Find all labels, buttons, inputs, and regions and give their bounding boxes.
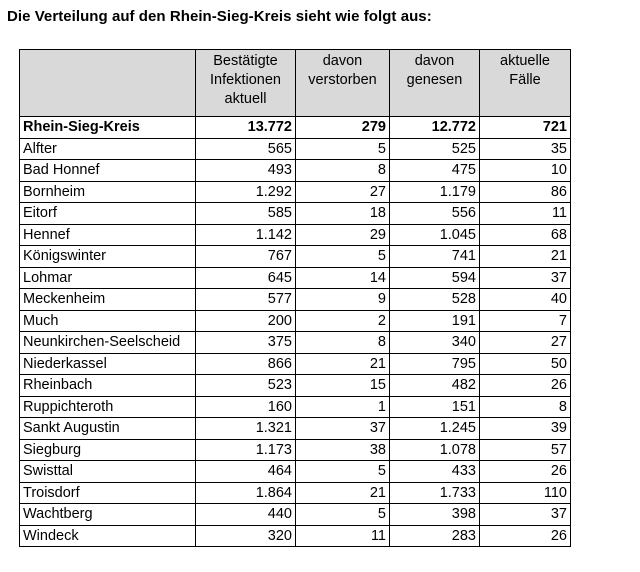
header-recovered: davon genesen [390, 50, 480, 117]
cell-deceased: 8 [296, 332, 390, 354]
cell-confirmed: 440 [196, 504, 296, 526]
cell-recovered: 594 [390, 267, 480, 289]
cell-current: 40 [480, 289, 571, 311]
cell-municipality: Lohmar [20, 267, 196, 289]
cell-confirmed: 1.292 [196, 181, 296, 203]
cell-current: 39 [480, 418, 571, 440]
cell-recovered: 398 [390, 504, 480, 526]
table-row [20, 375, 571, 397]
cell-current: 35 [480, 138, 571, 160]
cell-deceased: 5 [296, 504, 390, 526]
cell-municipality: Eitorf [20, 203, 196, 225]
cell-recovered: 151 [390, 396, 480, 418]
cell-deceased: 5 [296, 246, 390, 268]
table-row [20, 332, 571, 354]
table-row [20, 482, 571, 504]
table-row [20, 461, 571, 483]
cell-deceased: 14 [296, 267, 390, 289]
cell-deceased: 2 [296, 310, 390, 332]
cell-municipality: Bornheim [20, 181, 196, 203]
cell-deceased: 21 [296, 482, 390, 504]
cell-current: 37 [480, 267, 571, 289]
cell-recovered: 12.772 [390, 117, 480, 139]
cell-current: 7 [480, 310, 571, 332]
cell-recovered: 283 [390, 525, 480, 547]
header-row [20, 50, 571, 117]
table-row [20, 418, 571, 440]
cell-confirmed: 320 [196, 525, 296, 547]
cell-deceased: 8 [296, 160, 390, 182]
cell-municipality: Niederkassel [20, 353, 196, 375]
page-heading: Die Verteilung auf den Rhein-Sieg-Kreis sieht wie folgt aus: [7, 8, 432, 25]
cell-recovered: 1.733 [390, 482, 480, 504]
cell-municipality: Rheinbach [20, 375, 196, 397]
header-confirmed-infections: Bestätigte Infektionen aktuell [196, 50, 296, 117]
table-row [20, 439, 571, 461]
cell-deceased: 38 [296, 439, 390, 461]
cell-confirmed: 375 [196, 332, 296, 354]
cell-recovered: 433 [390, 461, 480, 483]
cell-deceased: 9 [296, 289, 390, 311]
cell-municipality: Alfter [20, 138, 196, 160]
cell-recovered: 741 [390, 246, 480, 268]
header-current-cases: aktuelle Fälle [480, 50, 571, 117]
cell-current: 86 [480, 181, 571, 203]
cell-confirmed: 464 [196, 461, 296, 483]
cell-municipality: Hennef [20, 224, 196, 246]
cell-deceased: 37 [296, 418, 390, 440]
cell-deceased: 279 [296, 117, 390, 139]
cell-confirmed: 1.864 [196, 482, 296, 504]
cell-recovered: 482 [390, 375, 480, 397]
cell-confirmed: 866 [196, 353, 296, 375]
cell-recovered: 191 [390, 310, 480, 332]
cell-municipality: Troisdorf [20, 482, 196, 504]
cell-confirmed: 767 [196, 246, 296, 268]
cell-current: 50 [480, 353, 571, 375]
cell-municipality: Neunkirchen-Seelscheid [20, 332, 196, 354]
table-row [20, 203, 571, 225]
cell-recovered: 1.179 [390, 181, 480, 203]
table-row [20, 289, 571, 311]
cell-deceased: 1 [296, 396, 390, 418]
cell-municipality: Bad Honnef [20, 160, 196, 182]
cell-confirmed: 523 [196, 375, 296, 397]
cell-deceased: 21 [296, 353, 390, 375]
table-row-total [20, 117, 571, 139]
cell-recovered: 795 [390, 353, 480, 375]
header-municipality [20, 50, 196, 117]
cell-recovered: 1.245 [390, 418, 480, 440]
cell-deceased: 11 [296, 525, 390, 547]
table-row [20, 246, 571, 268]
cell-current: 8 [480, 396, 571, 418]
cell-municipality: Windeck [20, 525, 196, 547]
cell-recovered: 556 [390, 203, 480, 225]
table-row [20, 504, 571, 526]
cell-current: 26 [480, 461, 571, 483]
cell-confirmed: 645 [196, 267, 296, 289]
cell-municipality: Wachtberg [20, 504, 196, 526]
header-deceased: davon verstorben [296, 50, 390, 117]
cell-current: 27 [480, 332, 571, 354]
cell-confirmed: 1.142 [196, 224, 296, 246]
cell-current: 10 [480, 160, 571, 182]
cell-municipality: Ruppichteroth [20, 396, 196, 418]
table-row [20, 138, 571, 160]
cell-municipality: Meckenheim [20, 289, 196, 311]
cell-deceased: 29 [296, 224, 390, 246]
cell-municipality: Siegburg [20, 439, 196, 461]
cell-confirmed: 577 [196, 289, 296, 311]
cell-current: 11 [480, 203, 571, 225]
cell-confirmed: 1.321 [196, 418, 296, 440]
cell-confirmed: 493 [196, 160, 296, 182]
cell-current: 721 [480, 117, 571, 139]
cell-municipality: Much [20, 310, 196, 332]
cell-confirmed: 585 [196, 203, 296, 225]
table-row [20, 224, 571, 246]
cell-deceased: 27 [296, 181, 390, 203]
cell-recovered: 525 [390, 138, 480, 160]
cell-deceased: 5 [296, 461, 390, 483]
cell-current: 68 [480, 224, 571, 246]
cell-current: 57 [480, 439, 571, 461]
cell-confirmed: 200 [196, 310, 296, 332]
cell-confirmed: 160 [196, 396, 296, 418]
cell-confirmed: 13.772 [196, 117, 296, 139]
cell-recovered: 1.045 [390, 224, 480, 246]
table-row [20, 396, 571, 418]
cell-confirmed: 565 [196, 138, 296, 160]
cell-current: 26 [480, 375, 571, 397]
cell-current: 37 [480, 504, 571, 526]
cell-current: 21 [480, 246, 571, 268]
cell-municipality: Swisttal [20, 461, 196, 483]
table-row [20, 181, 571, 203]
cell-deceased: 15 [296, 375, 390, 397]
table-row [20, 310, 571, 332]
table-row [20, 160, 571, 182]
cell-recovered: 475 [390, 160, 480, 182]
cell-municipality: Rhein-Sieg-Kreis [20, 117, 196, 139]
cell-current: 26 [480, 525, 571, 547]
cell-municipality: Sankt Augustin [20, 418, 196, 440]
cell-deceased: 18 [296, 203, 390, 225]
cell-recovered: 1.078 [390, 439, 480, 461]
table-row [20, 525, 571, 547]
cell-deceased: 5 [296, 138, 390, 160]
cell-recovered: 340 [390, 332, 480, 354]
table-row [20, 267, 571, 289]
infection-table [19, 49, 571, 547]
table-row [20, 353, 571, 375]
cell-recovered: 528 [390, 289, 480, 311]
cell-municipality: Königswinter [20, 246, 196, 268]
cell-current: 110 [480, 482, 571, 504]
cell-confirmed: 1.173 [196, 439, 296, 461]
